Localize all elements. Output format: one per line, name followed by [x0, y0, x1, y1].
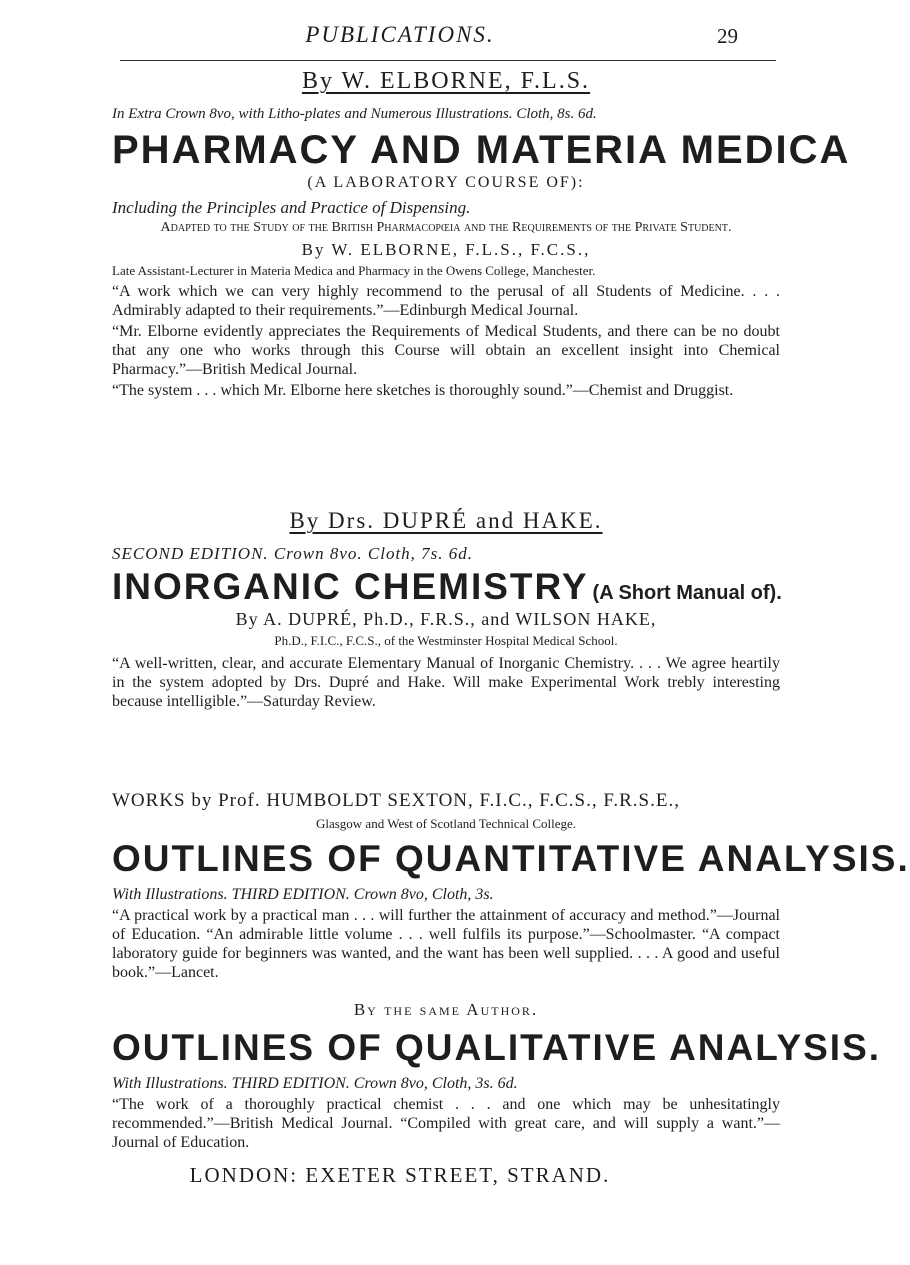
entry-author: By Drs. DUPRÉ and HAKE.	[289, 508, 603, 533]
author-credentials: Ph.D., F.I.C., F.C.S., of the Westminster Hospital Medical School.	[274, 633, 618, 648]
entry-quantitative	[112, 790, 910, 982]
review-text: “The system . . . which Mr. Elborne here sketches is thoroughly sound.”—Chemist and Druggist.	[112, 382, 734, 399]
entry-edition: With Illustrations. THIRD EDITION. Crown 8vo, Cloth, 3s.	[112, 886, 494, 903]
publisher-imprint: LONDON: EXETER STREET, STRAND.	[189, 1163, 611, 1187]
entry-qualitative	[112, 1000, 882, 1152]
book-title-line	[112, 565, 780, 609]
author-credentials: Late Assistant-Lecturer in Materia Medica and Pharmacy in the Owens College, Manchester.	[112, 263, 596, 278]
book-title: PHARMACY AND MATERIA MEDICA	[112, 128, 851, 172]
author-affiliation: Glasgow and West of Scotland Technical College.	[315, 816, 577, 831]
book-title-suffix: (A Short Manual of).	[592, 582, 782, 604]
review-text: “Mr. Elborne evidently appreciates the Requirements of Medical Students, and there can be no doubt that any one who works through this Course will obtain an excellent insight into Chemical Pharmacy.”—British Medical Journal.	[112, 323, 780, 378]
book-adapted: Adapted to the Study of the British Pharmacopœia and the Requirements of the Private Student.	[160, 220, 732, 235]
running-title: PUBLICATIONS.	[305, 22, 495, 47]
book-authors: By A. DUPRÉ, Ph.D., F.R.S., and WILSON HAKE,	[235, 609, 657, 629]
book-including: Including the Principles and Practice of Dispensing.	[112, 198, 471, 217]
header-rule	[120, 60, 776, 61]
review-text: “The work of a thoroughly practical chemist . . . and one which may be unhesitatingly recommended.”—British Medical Journal. “Compiled with great care, and will supply a want.”—Journal of Education.	[112, 1096, 780, 1151]
entry-pharmacy	[112, 68, 851, 400]
entry-format: In Extra Crown 8vo, with Litho-plates and Numerous Illustrations. Cloth, 8s. 6d.	[112, 106, 597, 122]
page-number: 29	[717, 24, 738, 48]
entry-edition: SECOND EDITION. Crown 8vo. Cloth, 7s. 6d.	[112, 544, 474, 563]
review-text: “A practical work by a practical man . . . will further the attainment of accuracy and method.”—Journal of Education. “An admirable little volume . . . well fulfils its purpose.”—Schoolmaster. “A compact laboratory guide for beginners was wanted, and the want has been well supplied. . . . A good and useful book.”—Lancet.	[112, 907, 780, 981]
entry-author: WORKS by Prof. HUMBOLDT SEXTON, F.I.C., F.C.S., F.R.S.E.,	[112, 790, 680, 811]
book-title: OUTLINES OF QUALITATIVE ANALYSIS.	[112, 1027, 882, 1068]
review-text: “A work which we can very highly recommend to the perusal of all Students of Medicine. . . . Admirably adapted to their requirements.”—Edinburgh Medical Journal.	[112, 283, 780, 319]
book-subtitle: (A LABORATORY COURSE OF):	[307, 174, 585, 191]
entry-edition: With Illustrations. THIRD EDITION. Crown 8vo, Cloth, 3s. 6d.	[112, 1075, 518, 1092]
review-text: “A well-written, clear, and accurate Elementary Manual of Inorganic Chemistry. . . . We agree heartily in the system adopted by Drs. Dupré and Hake. Will make Experimental Work trebly interesting because intelligible.”—Saturday Review.	[112, 655, 780, 710]
book-title: INORGANIC CHEMISTRY	[112, 566, 589, 607]
entry-author: By W. ELBORNE, F.L.S.	[301, 68, 591, 94]
book-title: OUTLINES OF QUANTITATIVE ANALYSIS.	[112, 838, 910, 879]
book-byline: By W. ELBORNE, F.L.S., F.C.S.,	[301, 240, 591, 259]
entry-inorganic	[112, 508, 780, 711]
same-author-heading: By the same Author.	[353, 1000, 539, 1019]
